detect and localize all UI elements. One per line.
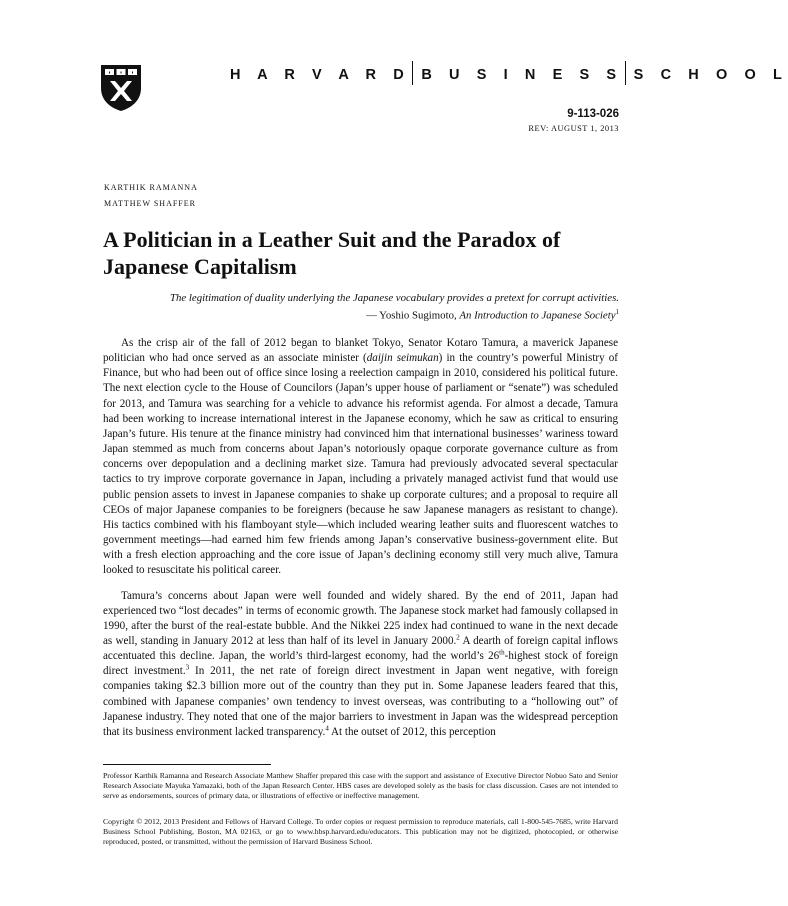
school-name-part-1: H A R V A R D [230, 67, 411, 83]
author-name: KARTHIK RAMANNA [104, 183, 198, 192]
school-name [230, 61, 788, 85]
preparation-note: Professor Karthik Ramanna and Research Associate Matthew Shaffer prepared this case with the support and assistance of Executive Director Nobuo Sato and Senior Research Associate Mayuka Yamazaki, both of the Japan Research Center. HBS cases are developed solely as the basis for class discussion. Cases are not intended to serve as endorsements, sources of primary data, or illustrations of effective or ineffective management. [103, 771, 618, 801]
revision-date: REV: AUGUST 1, 2013 [528, 124, 619, 133]
footnote-ref: 4 [325, 724, 329, 733]
epigraph [104, 291, 619, 323]
school-name-part-2: B U S I N E S S [421, 67, 623, 83]
masthead-divider [625, 61, 626, 85]
footnote-ref: 3 [185, 663, 190, 672]
epigraph-attribution: — Yoshio Sugimoto, An Introduction to Japanese Society$^1$ [366, 308, 619, 322]
footnote-ref: 2 [456, 633, 460, 642]
copyright-notice: Copyright © 2012, 2013 President and Fellows of Harvard College. To order copies or request permission to reproduce materials, call 1-800-545-7685, write Harvard Business School Publishing, Boston, MA 02163, or go to www.hbsp.harvard.edu/educators. This publication may not be digitized, photocopied, or otherwise reproduced, posted, or transmitted, without the permission of Harvard Business School. [103, 817, 618, 847]
epigraph-source: An Introduction to Japanese Society [459, 309, 616, 322]
author-name: MATTHEW SHAFFER [104, 199, 196, 208]
footnote-ref: 1 [615, 308, 619, 316]
epigraph-quote: The legitimation of duality underlying the Japanese vocabulary provides a pretext for corrupt activities. [170, 292, 619, 304]
ordinal-suffix: th [499, 648, 505, 657]
masthead-divider [412, 61, 413, 85]
case-body [103, 336, 618, 750]
case-number: 9-113-026 [567, 108, 619, 120]
case-title: A Politician in a Leather Suit and the Paradox of Japanese Capitalism [103, 227, 561, 279]
paragraph: Tamura’s concerns about Japan were well founded and widely shared. By the end of 2011, Japan had experienced two “lost decades” in terms of economic growth. The Japanese stock market had famously collapsed in 1990, after the burst of the real-estate bubble. And the Nikkei 225 index had continued to wane in the next decade as well, standing in January 2012 at less than half of its level in January 2000.$^2$ A dearth of foreign capital inflows accentuated this decline. Japan, the world’s third-largest economy, had the world’s 26th-highest stock of foreign direct investment.$^3$ In 2011, the net rate of foreign direct investment in Japan went negative, with foreign companies taking $2.3 billion more out of the country than they put in. Some Japanese leaders feared that this, combined with Japanese companies’ own tendency to invest overseas, was contributing to a “hollowing out” of Japanese industry. They noted that one of the major barriers to investment in Japan was the widespread perception that its business environment lacked transparency.$^4$ At the outset of 2012, this perception [103, 589, 618, 738]
harvard-shield-icon [100, 64, 142, 112]
japanese-term: daijin seimukan [366, 352, 439, 365]
school-name-part-3: S C H O O L [633, 67, 788, 83]
footnote-divider [103, 764, 271, 765]
paragraph: As the crisp air of the fall of 2012 began to blanket Tokyo, Senator Kotaro Tamura, a maverick Japanese politician who had once served as an associate minister (daijin seimukan) in the country’s powerful Ministry of Finance, but who had been out of office since losing a reelection campaign in 2010, considered his political future. The next election cycle to the House of Councilors (Japan’s upper house of parliament or “senate”) was scheduled for 2013, and Tamura was searching for a vehicle to advance his reformist agenda. For almost a decade, Tamura had been working to increase international interest in the Japanese economy, which he saw as critical to ensuring Japan’s future. His tenure at the finance ministry had convinced him that international businesses’ wariness toward Japan stemmed as much from concerns about Japan’s notoriously opaque corporate governance culture as from concerns over depopulation and a declining market size. Tamura had previously advocated several spectacular tactics to try improve corporate governance in Japan, including a privately managed activist fund that would use public pension assets to invest in Japanese companies to shake up corporate cultures; and a proposal to require all CEOs of major Japanese companies to be foreigners (because he saw Japanese managers as resistant to change). His tactics combined with his flamboyant style—which included wearing leather suits and fluorescent watches to government meetings—had earned him few friends among Japan’s conservative business-government elite. But with a fresh election approaching and the core issue of Japan’s declining economy still very much alive, Tamura looked to resuscitate his political career. [103, 337, 619, 577]
